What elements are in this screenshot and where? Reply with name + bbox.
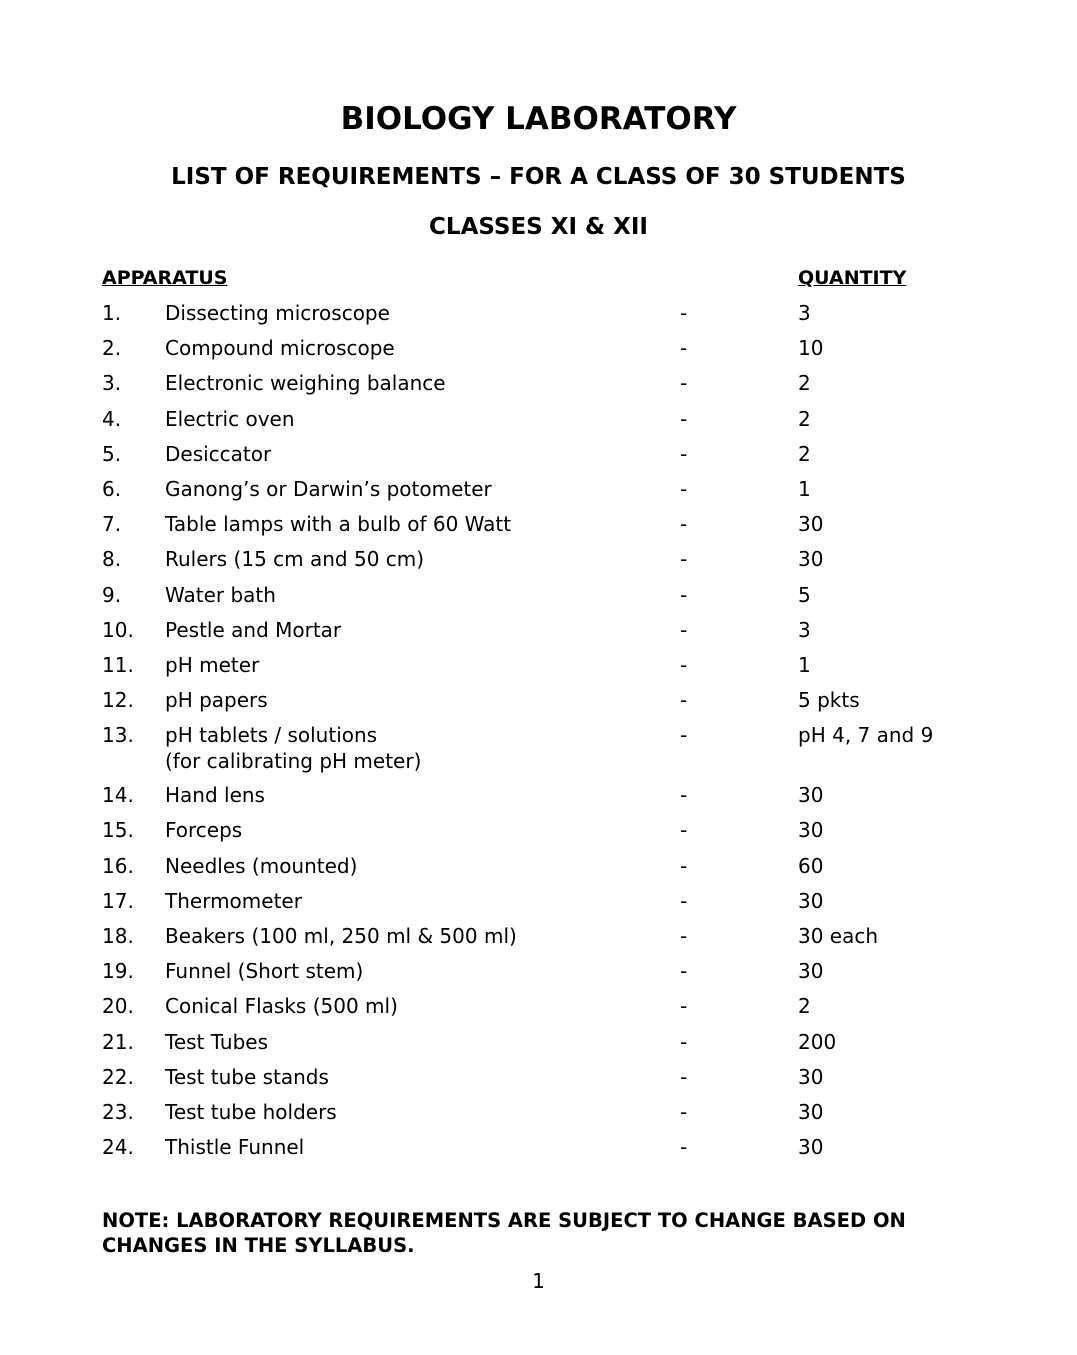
item-name-text: Dissecting microscope — [165, 301, 390, 325]
item-number: 15. — [102, 818, 134, 843]
item-quantity: 3 — [798, 301, 811, 325]
item-dash: - — [680, 688, 688, 713]
item-number: 3. — [102, 371, 122, 396]
item-number: 7. — [102, 512, 122, 537]
list-item — [0, 722, 1077, 782]
item-name-text: pH papers — [165, 688, 268, 713]
item-name-text: Pestle and Mortar — [165, 617, 342, 642]
item-quantity: 10 — [798, 336, 824, 361]
item-dash: - — [680, 652, 688, 677]
item-quantity: 2 — [798, 994, 811, 1019]
item-number: 16. — [102, 853, 134, 878]
item-name — [165, 617, 341, 643]
item-name-text: Test tube holders — [165, 1099, 337, 1124]
item-quantity: 30 — [798, 888, 824, 913]
list-item — [0, 617, 1077, 652]
item-quantity: 30 each — [798, 924, 879, 948]
item-quantity: 30 — [798, 783, 824, 808]
item-dash: - — [680, 924, 688, 948]
item-dash: - — [680, 1029, 688, 1054]
item-quantity: 1 — [798, 476, 811, 501]
list-item — [0, 888, 1077, 923]
item-dash: - — [680, 406, 688, 431]
item-number: 18. — [102, 924, 134, 948]
item-quantity: 3 — [798, 617, 811, 642]
item-dash: - — [680, 783, 688, 808]
item-name-text: Funnel (Short stem) — [165, 959, 364, 984]
list-item — [0, 370, 1077, 405]
item-name — [165, 546, 424, 572]
item-dash: - — [680, 818, 688, 843]
list-item — [0, 687, 1077, 722]
item-dash: - — [680, 301, 688, 325]
item-dash: - — [680, 476, 688, 501]
item-name-text: Electronic weighing balance — [165, 371, 446, 396]
item-number: 20. — [102, 994, 134, 1019]
item-dash: - — [680, 617, 688, 642]
item-quantity: 30 — [798, 512, 824, 537]
item-name — [165, 687, 268, 713]
item-number: 9. — [102, 582, 122, 607]
item-name — [165, 853, 357, 879]
list-item — [0, 923, 1077, 958]
page-number: 1 — [532, 1269, 545, 1293]
item-dash: - — [680, 1135, 688, 1160]
item-name — [165, 888, 302, 914]
item-dash: - — [680, 441, 688, 466]
item-name-text: Beakers (100 ml, 250 ml & 500 ml) — [165, 924, 517, 948]
item-name — [165, 993, 398, 1019]
item-dash: - — [680, 336, 688, 361]
item-number: 21. — [102, 1029, 134, 1054]
list-item — [0, 300, 1077, 335]
item-quantity: pH 4, 7 and 9 — [798, 723, 934, 748]
item-number: 23. — [102, 1099, 134, 1124]
note-line-2: CHANGES IN THE SYLLABUS. — [102, 1234, 415, 1257]
item-dash: - — [680, 994, 688, 1019]
item-dash: - — [680, 1064, 688, 1089]
item-dash: - — [680, 371, 688, 396]
item-name-text: Thistle Funnel — [165, 1135, 305, 1160]
list-item — [0, 1064, 1077, 1099]
list-item — [0, 511, 1077, 546]
item-number: 6. — [102, 476, 122, 501]
item-name — [165, 406, 295, 432]
item-name — [165, 335, 395, 361]
item-name-subtext: (for calibrating pH meter) — [165, 749, 422, 774]
item-name-text: Water bath — [165, 582, 276, 607]
item-quantity: 2 — [798, 441, 811, 466]
item-quantity: 2 — [798, 371, 811, 396]
item-name-text: pH meter — [165, 652, 260, 677]
list-item — [0, 441, 1077, 476]
item-quantity: 30 — [798, 1099, 824, 1124]
item-name-text: Compound microscope — [165, 336, 395, 361]
item-name — [165, 652, 259, 678]
list-item — [0, 1099, 1077, 1134]
item-number: 11. — [102, 652, 134, 677]
item-quantity: 30 — [798, 959, 824, 984]
item-dash: - — [680, 959, 688, 984]
list-item — [0, 652, 1077, 687]
item-name — [165, 782, 265, 808]
list-item — [0, 335, 1077, 370]
item-name — [165, 1099, 337, 1125]
item-name — [165, 441, 271, 467]
item-dash: - — [680, 547, 688, 572]
item-quantity: 1 — [798, 652, 811, 677]
page-subtitle: LIST OF REQUIREMENTS – FOR A CLASS OF 30 STUDENTS — [171, 164, 906, 190]
list-item — [0, 476, 1077, 511]
item-name — [165, 476, 492, 502]
item-name — [165, 817, 242, 843]
item-name-text: Test Tubes — [165, 1029, 269, 1054]
item-number: 22. — [102, 1064, 134, 1089]
item-name — [165, 958, 363, 984]
list-item — [0, 406, 1077, 441]
item-number: 19. — [102, 959, 134, 984]
item-name-text: Rulers (15 cm and 50 cm) — [165, 547, 425, 572]
item-dash: - — [680, 723, 688, 748]
item-dash: - — [680, 888, 688, 913]
item-quantity: 30 — [798, 1135, 824, 1160]
item-name — [165, 923, 517, 949]
requirements-list — [0, 300, 1077, 1169]
item-name — [165, 582, 276, 608]
item-number: 8. — [102, 547, 122, 572]
item-quantity: 200 — [798, 1029, 837, 1054]
item-quantity: 2 — [798, 406, 811, 431]
item-name-text: Conical Flasks (500 ml) — [165, 994, 398, 1019]
list-item — [0, 546, 1077, 581]
item-name-text: pH tablets / solutions — [165, 723, 378, 748]
item-number: 17. — [102, 888, 134, 913]
item-number: 1. — [102, 301, 122, 325]
item-number: 12. — [102, 688, 134, 713]
page-title: BIOLOGY LABORATORY — [340, 101, 737, 137]
item-name — [165, 1134, 304, 1160]
item-number: 4. — [102, 406, 122, 431]
item-name-text: Needles (mounted) — [165, 853, 358, 878]
list-item — [0, 1134, 1077, 1169]
item-name-text: Desiccator — [165, 441, 272, 466]
item-number: 2. — [102, 336, 122, 361]
classes-heading: CLASSES XI & XII — [429, 214, 648, 240]
item-quantity: 30 — [798, 1064, 824, 1089]
list-item — [0, 958, 1077, 993]
list-item — [0, 993, 1077, 1028]
item-dash: - — [680, 1099, 688, 1124]
item-dash: - — [680, 853, 688, 878]
item-number: 5. — [102, 441, 122, 466]
list-item — [0, 853, 1077, 888]
item-name-text: Ganong’s or Darwin’s potometer — [165, 476, 492, 501]
item-quantity: 5 pkts — [798, 688, 860, 713]
item-name-text: Forceps — [165, 818, 243, 843]
item-name-text: Electric oven — [165, 406, 295, 431]
item-name — [165, 300, 390, 326]
note-line-1: NOTE: LABORATORY REQUIREMENTS ARE SUBJECT TO CHANGE BASED ON — [102, 1209, 906, 1232]
list-item — [0, 817, 1077, 852]
item-dash: - — [680, 512, 688, 537]
apparatus-column-header: APPARATUS — [102, 267, 228, 289]
item-quantity: 60 — [798, 853, 824, 878]
item-number: 24. — [102, 1135, 134, 1160]
note — [102, 1208, 1002, 1258]
item-number: 14. — [102, 783, 134, 808]
item-name-text: Test tube stands — [165, 1064, 329, 1089]
list-item — [0, 582, 1077, 617]
item-dash: - — [680, 582, 688, 607]
item-name — [165, 722, 421, 774]
item-name-text: Thermometer — [165, 888, 302, 913]
item-quantity: 30 — [798, 547, 824, 572]
quantity-column-header: QUANTITY — [798, 267, 907, 289]
item-name — [165, 511, 511, 537]
item-number: 13. — [102, 723, 134, 748]
item-name-text: Table lamps with a bulb of 60 Watt — [165, 512, 512, 537]
item-name — [165, 1064, 329, 1090]
item-name — [165, 370, 446, 396]
item-number: 10. — [102, 617, 134, 642]
list-item — [0, 782, 1077, 817]
item-quantity: 30 — [798, 818, 824, 843]
item-name-text: Hand lens — [165, 783, 265, 808]
item-quantity: 5 — [798, 582, 811, 607]
list-item — [0, 1029, 1077, 1064]
item-name — [165, 1029, 268, 1055]
